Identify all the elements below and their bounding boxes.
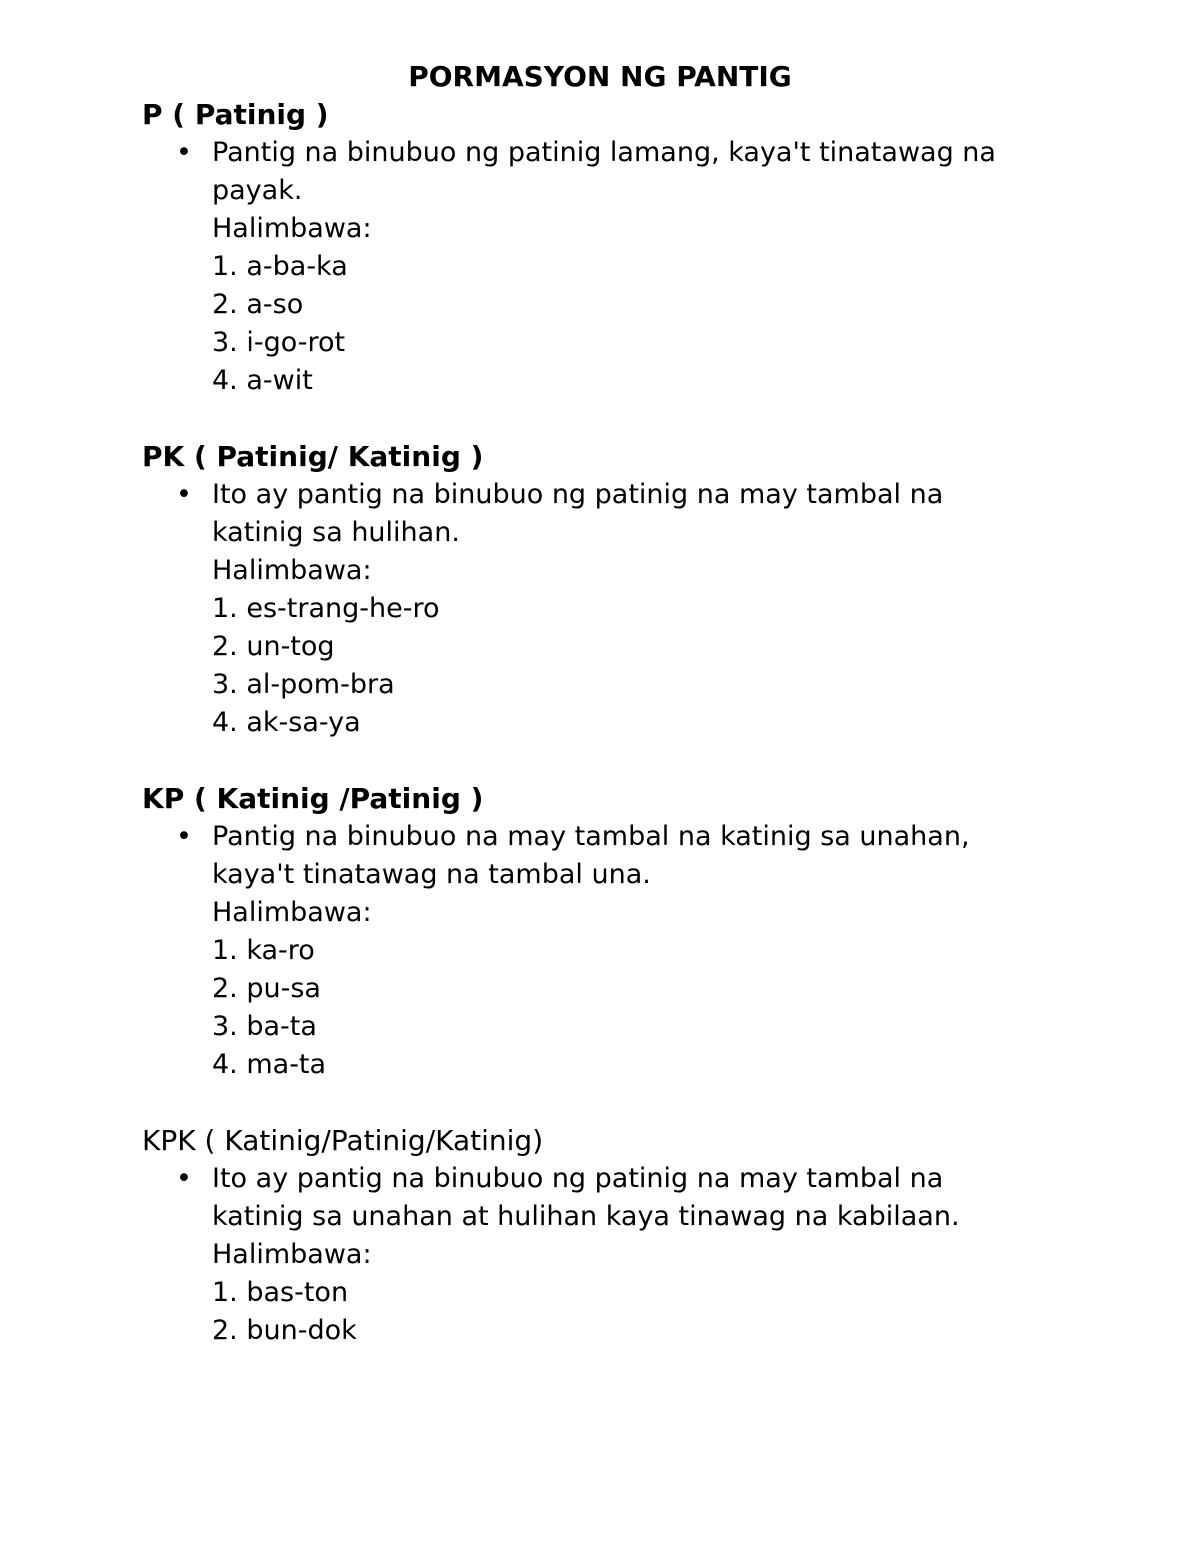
example-list xyxy=(212,932,1042,1084)
description-line: Pantig na binubuo na may tambal na katinig sa unahan, xyxy=(212,821,970,852)
example-list xyxy=(212,1274,1042,1350)
bullet-icon: • xyxy=(176,479,192,510)
example-label: Halimbawa: xyxy=(212,555,372,586)
example-item: 3. ba-ta xyxy=(212,1011,317,1042)
section-heading: KPK ( Katinig/Patinig/Katinig) xyxy=(142,1124,544,1157)
bullet-icon: • xyxy=(176,1163,192,1194)
bullet-item xyxy=(142,134,1042,400)
bullet-item xyxy=(142,1160,1042,1350)
section-pk xyxy=(142,438,1042,742)
example-item: 3. i-go-rot xyxy=(212,327,346,358)
description-line: payak. xyxy=(212,175,303,206)
section-heading: P ( Patinig ) xyxy=(142,98,329,131)
bullet-item xyxy=(142,476,1042,742)
description-line: Ito ay pantig na binubuo ng patinig na may tambal na xyxy=(212,479,944,510)
example-item: 1. es-trang-he-ro xyxy=(212,593,440,624)
example-item: 1. bas-ton xyxy=(212,1277,349,1308)
example-list xyxy=(212,248,1042,400)
example-label: Halimbawa: xyxy=(212,213,372,244)
example-item: 1. ka-ro xyxy=(212,935,315,966)
example-item: 4. a-wit xyxy=(212,365,313,396)
description-line: kaya't tinatawag na tambal una. xyxy=(212,859,651,890)
document-page xyxy=(142,58,1042,1388)
example-item: 3. al-pom-bra xyxy=(212,669,395,700)
description-line: Ito ay pantig na binubuo ng patinig na may tambal na xyxy=(212,1163,944,1194)
example-label: Halimbawa: xyxy=(212,1239,372,1270)
section-heading: KP ( Katinig /Patinig ) xyxy=(142,782,484,815)
section-heading: PK ( Patinig/ Katinig ) xyxy=(142,440,484,473)
example-label: Halimbawa: xyxy=(212,897,372,928)
description-line: katinig sa hulihan. xyxy=(212,517,460,548)
example-item: 1. a-ba-ka xyxy=(212,251,348,282)
section-kp xyxy=(142,780,1042,1084)
example-item: 2. a-so xyxy=(212,289,304,320)
example-item: 2. un-tog xyxy=(212,631,335,662)
section-p xyxy=(142,96,1042,400)
bullet-icon: • xyxy=(176,137,192,168)
document-title: PORMASYON NG PANTIG xyxy=(408,60,792,93)
example-list xyxy=(212,590,1042,742)
section-kpk xyxy=(142,1122,1042,1350)
description-line: Pantig na binubuo ng patinig lamang, kaya't tinatawag na xyxy=(212,137,996,168)
example-item: 4. ak-sa-ya xyxy=(212,707,361,738)
example-item: 4. ma-ta xyxy=(212,1049,327,1080)
bullet-icon: • xyxy=(176,821,192,852)
example-item: 2. pu-sa xyxy=(212,973,321,1004)
bullet-item xyxy=(142,818,1042,1084)
example-item: 2. bun-dok xyxy=(212,1315,357,1346)
description-line: katinig sa unahan at hulihan kaya tinawag na kabilaan. xyxy=(212,1201,960,1232)
